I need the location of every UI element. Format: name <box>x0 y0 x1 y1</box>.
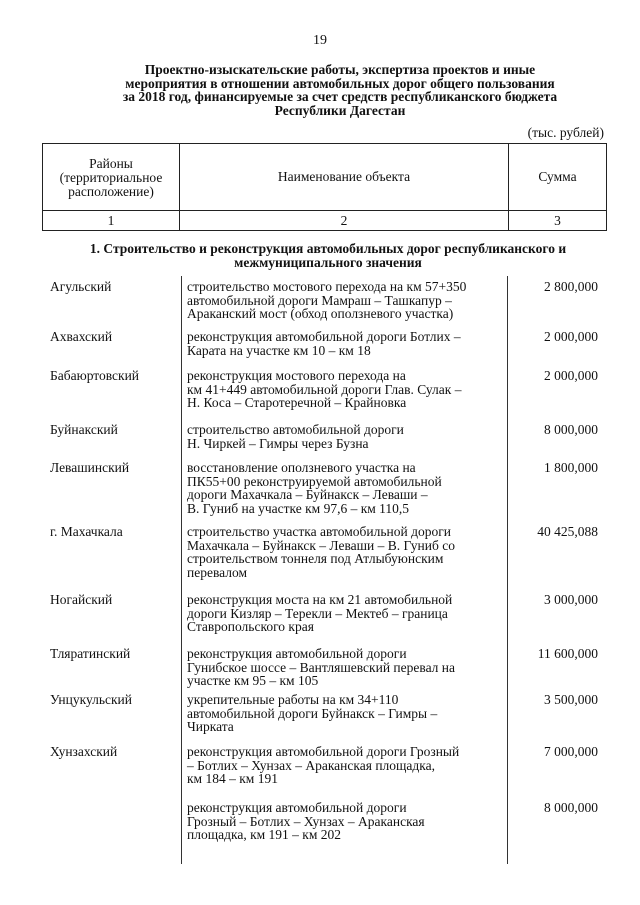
object-line: автомобильной дороги Мамраш – Ташкапур – <box>187 292 452 308</box>
header-districts-line: Районы <box>89 156 133 171</box>
row-district: Бабаюртовский <box>50 368 140 383</box>
row-object <box>187 369 507 410</box>
row-object <box>187 693 507 734</box>
header-districts-line: расположение) <box>68 184 154 199</box>
row-sum: 1 800,000 <box>544 460 598 475</box>
header-bottom-border <box>42 210 606 211</box>
object-line: Махачкала – Буйнакск – Леваши – В. Гуниб со <box>187 537 455 553</box>
row-sum: 40 425,088 <box>537 524 598 539</box>
row-object <box>187 330 507 357</box>
row-district: Хунзахский <box>50 744 118 759</box>
object-line: км 184 – км 191 <box>187 771 278 786</box>
column-number-2: 2 <box>340 213 348 228</box>
numbers-bottom-border <box>42 230 606 231</box>
row-sum: 3 500,000 <box>544 692 598 707</box>
row-sum: 3 000,000 <box>544 592 598 607</box>
section-title <box>48 242 608 270</box>
row-object <box>187 423 507 450</box>
object-line: дороги Кизляр – Терекли – Мектеб – граница <box>187 605 448 621</box>
row-sum: 11 600,000 <box>537 646 598 661</box>
object-line: реконструкция автомобильной дороги Ботлих – <box>187 329 461 344</box>
table-right-border <box>606 143 607 231</box>
object-line: площадка, км 191 – км 202 <box>187 827 342 842</box>
object-line: строительство мостового перехода на км 57+350 <box>187 279 467 294</box>
object-line: Н. Коса – Старотеречной – Крайновка <box>187 395 407 410</box>
object-line: Ставропольского края <box>187 619 314 634</box>
header-districts-line: (территориальное <box>59 170 163 185</box>
row-district: Левашинский <box>50 460 130 475</box>
object-line: строительством тоннеля под Атлыбуюнским <box>187 551 444 566</box>
row-district: Ногайский <box>50 592 113 607</box>
document-title <box>70 63 610 117</box>
body-sum-left-line <box>507 276 508 864</box>
title-line: мероприятия в отношении автомобильных дорог общего пользования <box>125 75 555 91</box>
title-line: Республики Дагестан <box>274 102 406 118</box>
object-line: строительство автомобильной дороги <box>187 422 404 437</box>
object-line: реконструкция моста на км 21 автомобильной <box>187 592 453 607</box>
title-line: Проектно-изыскательские работы, экспертиза проектов и иные <box>144 62 536 77</box>
object-line: Гунибское шоссе – Вантляшевский перевал на <box>187 659 456 675</box>
title-line: за 2018 год, финансируемые за счет средств республиканского бюджета <box>122 89 558 104</box>
row-object <box>187 647 507 688</box>
row-sum: 2 000,000 <box>544 368 598 383</box>
object-line: реконструкция автомобильной дороги <box>187 646 407 661</box>
object-line: Араканский мост (обход оползневого участка) <box>187 306 454 321</box>
row-sum: 2 000,000 <box>544 329 598 344</box>
row-sum: 7 000,000 <box>544 744 598 759</box>
row-district: Унцукульский <box>50 692 132 707</box>
object-line: укрепительные работы на км 34+110 <box>187 692 399 707</box>
object-line: В. Гуниб на участке км 97,6 – км 110,5 <box>187 500 410 516</box>
header-object: Наименование объекта <box>277 169 411 184</box>
object-line: перевалом <box>187 564 248 580</box>
row-district: г. Махачкала <box>50 524 123 539</box>
header-districts <box>43 157 179 199</box>
object-line: Чирката <box>187 719 234 734</box>
row-district: Агульский <box>50 279 112 294</box>
header-sum: Сумма <box>538 169 577 184</box>
object-line: реконструкция автомобильной дороги <box>187 800 407 815</box>
object-line: восстановление оползневого участка на <box>187 460 416 475</box>
row-object <box>187 525 507 579</box>
row-sum: 8 000,000 <box>544 800 598 815</box>
row-district: Тляратинский <box>50 646 131 661</box>
body-object-left-line <box>181 276 182 864</box>
row-object <box>187 593 507 634</box>
column-number-1: 1 <box>107 213 115 228</box>
section-title-line: межмуниципального значения <box>234 255 422 270</box>
row-object <box>187 280 507 321</box>
units-label: (тыс. рублей) <box>527 125 604 140</box>
row-object <box>187 745 507 786</box>
row-sum: 2 800,000 <box>544 279 598 294</box>
row-object <box>187 801 507 842</box>
object-line: Карата на участке км 10 – км 18 <box>187 342 371 358</box>
row-object <box>187 461 507 515</box>
object-line: ПК55+00 реконструируемой автомобильной <box>187 473 442 489</box>
page-number: 19 <box>313 33 327 48</box>
object-line: реконструкция мостового перехода на <box>187 368 406 383</box>
table-top-border <box>42 143 606 144</box>
object-line: дороги Махачкала – Буйнакск – Леваши – <box>187 487 428 502</box>
row-district: Буйнакский <box>50 422 118 437</box>
section-title-line: 1. Строительство и реконструкция автомобильных дорог республиканского и <box>89 241 567 256</box>
row-sum: 8 000,000 <box>544 422 598 437</box>
object-line: Н. Чиркей – Гимры через Бузна <box>187 435 369 451</box>
column-number-3: 3 <box>554 213 561 228</box>
object-line: – Ботлих – Хунзах – Араканская площадка, <box>187 757 436 773</box>
row-district: Ахвахский <box>50 329 113 344</box>
object-line: км 41+449 автомобильной дороги Глав. Сулак – <box>187 381 462 397</box>
object-line: автомобильной дороги Буйнакск – Гимры – <box>187 705 438 721</box>
object-line: участке км 95 – км 105 <box>187 673 319 688</box>
object-line: строительство участка автомобильной дороги <box>187 524 451 539</box>
object-line: реконструкция автомобильной дороги Грозный <box>187 744 460 759</box>
object-line: Грозный – Ботлих – Хунзах – Араканская <box>187 813 425 829</box>
